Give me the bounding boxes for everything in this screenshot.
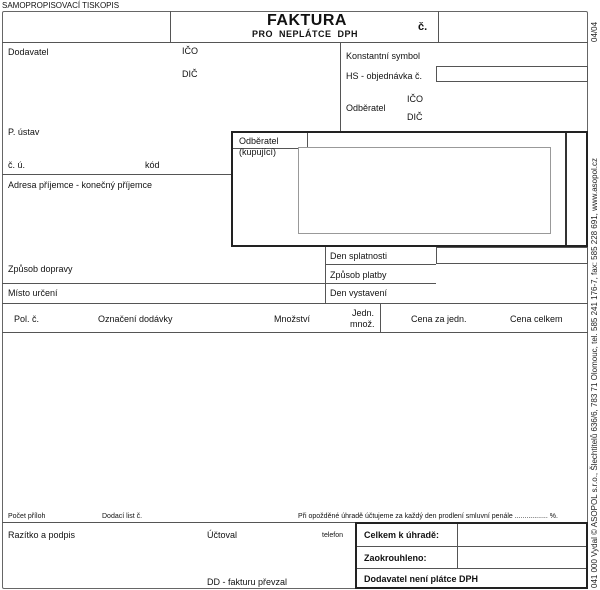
customer-dic-label: DIČ [407, 112, 423, 122]
divider [380, 303, 381, 332]
total-due-field[interactable] [458, 524, 586, 546]
divider [357, 568, 586, 569]
col-unit-price: Cena za jedn. [411, 314, 467, 324]
divider [325, 247, 326, 303]
due-date-field[interactable] [436, 247, 588, 264]
divider [2, 303, 588, 304]
issue-date-label: Den vystavení [330, 288, 388, 298]
supplier-dic-label: DIČ [182, 69, 198, 79]
rounded-field[interactable] [458, 547, 586, 568]
recipient-label: Adresa příjemce - konečný příjemce [8, 180, 153, 190]
col-description: Označení dodávky [98, 314, 173, 324]
divider [340, 42, 341, 132]
payment-method-label: Způsob platby [330, 270, 387, 280]
publisher-note: 041 000 Vydal © ASOPOL s.r.o., Šlechtitelů 636/6, 783 71 Olomouc, tel. 585 241 176-7, fax: 585 228 691, www.asopol.cz [590, 157, 599, 588]
supplier-label: Dodavatel [8, 47, 49, 57]
divider [2, 174, 232, 175]
bank-code-label: kód [145, 160, 160, 170]
col-unit-line1: Jedn. [352, 308, 375, 318]
transport-method-label: Způsob dopravy [8, 264, 73, 274]
address-window [298, 147, 551, 234]
divider [170, 11, 171, 42]
order-number-field[interactable] [436, 66, 588, 82]
customer-label: Odběratel [346, 103, 386, 113]
total-due-label: Celkem k úhradě: [364, 530, 440, 540]
due-date-label: Den splatnosti [330, 251, 388, 261]
stamp-signature-label: Razítko a podpis [8, 530, 76, 540]
divider [2, 283, 325, 284]
penalty-note: Při opožděné úhradě účtujeme za každý den prodlení smluvní penále ................. %. [298, 513, 558, 520]
vat-note: Dodavatel není plátce DPH [364, 574, 479, 584]
col-quantity: Množství [274, 314, 311, 324]
destination-label: Místo určení [8, 288, 58, 298]
rounded-label: Zaokrouhleno: [364, 553, 427, 563]
divider [325, 264, 436, 265]
divider [2, 42, 588, 43]
divider [325, 283, 436, 284]
divider [565, 133, 567, 245]
order-label: HS - objednávka č. [346, 71, 423, 81]
buyer-sublabel: (kupující) [239, 147, 277, 157]
col-item-number: Pol. č. [14, 314, 40, 324]
constant-symbol-label: Konstantní symbol [346, 51, 421, 61]
divider [438, 11, 439, 42]
account-label: č. ú. [8, 160, 26, 170]
invoice-subtitle: PRO NEPLÁTCE DPH [252, 29, 359, 39]
buyer-label: Odběratel [239, 136, 279, 146]
divider [307, 133, 308, 148]
items-body[interactable] [3, 333, 587, 509]
form-code: 04/04 [590, 21, 599, 42]
col-total: Cena celkem [510, 314, 563, 324]
bank-label: P. ústav [8, 127, 40, 137]
col-unit-line2: množ. [350, 319, 375, 329]
top-label: SAMOPROPISOVACÍ TISKOPIS [2, 1, 120, 10]
booked-by-label: Účtoval [207, 530, 238, 540]
invoice-number-label: č. [418, 21, 428, 33]
phone-label: telefon [322, 532, 344, 539]
attachments-label: Počet příloh [8, 513, 46, 520]
supplier-ico-label: IČO [182, 46, 199, 56]
customer-ico-label: IČO [407, 94, 424, 104]
delivery-note-label: Dodací list č. [102, 513, 143, 520]
received-by-label: DD - fakturu převzal [207, 577, 288, 587]
invoice-title: FAKTURA [267, 12, 347, 29]
